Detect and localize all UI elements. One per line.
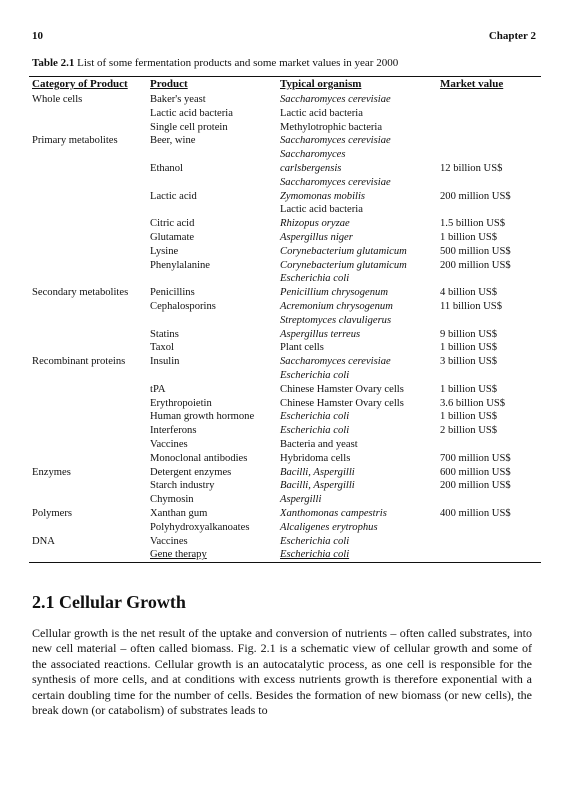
organism-cell: Plant cells [280, 342, 324, 354]
organism-cell: Alcaligenes erytrophus [280, 521, 378, 533]
table-row [0, 245, 562, 258]
table-row [0, 148, 562, 161]
product-cell: Vaccines [150, 535, 188, 547]
organism-cell: Chinese Hamster Ovary cells [280, 383, 404, 395]
organism-cell: Escherichia coli [280, 549, 350, 561]
product-cell: Beer, wine [150, 135, 196, 147]
table-top-rule [29, 76, 541, 77]
market-value-cell: 200 million US$ [440, 190, 511, 202]
organism-cell: Escherichia coli [280, 370, 350, 381]
table-row [0, 300, 562, 313]
organism-cell: Acremonium chrysogenum [280, 301, 393, 312]
table-caption-text: List of some fermentation products and some market values in year 2000 [77, 57, 399, 69]
organism-cell: Aspergillus terreus [280, 328, 361, 340]
market-value-cell: 11 billion US$ [440, 301, 503, 312]
market-value-cell: 200 million US$ [440, 259, 511, 271]
chapter-label: Chapter 2 [488, 30, 536, 42]
organism-cell: Saccharomyces [280, 149, 346, 161]
table-row [0, 479, 562, 492]
table-row [0, 548, 562, 561]
category-cell: Whole cells [32, 94, 83, 105]
product-cell: Statins [150, 328, 179, 340]
organism-cell: carlsbergensis [280, 163, 342, 174]
product-cell: Lysine [150, 245, 179, 257]
market-value-cell: 200 million US$ [440, 480, 511, 492]
category-cell: Secondary metabolites [32, 287, 129, 299]
organism-cell: Corynebacterium glutamicum [280, 259, 407, 271]
table-row [0, 521, 562, 534]
product-cell: Baker's yeast [150, 94, 206, 105]
organism-cell: Bacteria and yeast [280, 439, 358, 450]
product-cell: Ethanol [150, 163, 183, 174]
organism-cell: Lactic acid bacteria [280, 107, 363, 119]
product-cell: Starch industry [150, 480, 215, 492]
market-value-cell: 3.6 billion US$ [440, 397, 506, 409]
product-cell: Glutamate [150, 232, 195, 243]
organism-cell: Hybridoma cells [280, 452, 351, 464]
market-value-cell: 500 million US$ [440, 245, 511, 257]
page-number: 10 [32, 30, 43, 42]
organism-cell: Bacilli, Aspergilli [280, 466, 355, 478]
table-row [0, 424, 562, 437]
organism-cell: Rhizopus oryzae [280, 218, 350, 230]
body-paragraph: Cellular growth is the net result of the uptake and conversion of nutrients – often called substrates, into new cell material – often called biomass. Fig. 2.1 is a schematic view of cellular growth and some of the associated reactions. Cellular growth is an autocatalytic process, as one cell is responsible for the synthesis of more cells, and at conditions with excess nutrients growth is therefore exponential with a certain doubling time for the number of cells. Besides the formation of new biomass (or new cells), the break down (or catabolism) of substrates leads to [32, 626, 532, 718]
organism-cell: Xanthomonas campestris [280, 508, 387, 519]
table-row [0, 176, 562, 189]
market-value-cell: 3 billion US$ [440, 356, 498, 368]
table-row [0, 203, 562, 216]
market-value-cell: 700 million US$ [440, 452, 511, 464]
category-cell: Enzymes [32, 466, 71, 478]
product-cell: Chymosin [150, 494, 194, 506]
organism-cell: Saccharomyces cerevisiae [280, 176, 391, 188]
organism-cell: Chinese Hamster Ovary cells [280, 397, 404, 409]
organism-cell: Zymomonas mobilis [280, 190, 366, 202]
product-cell: Taxol [150, 342, 174, 354]
product-cell: Cephalosporins [150, 301, 216, 312]
organism-cell: Saccharomyces cerevisiae [280, 94, 391, 105]
organism-cell: Escherichia coli [280, 425, 350, 437]
organism-cell: Escherichia coli [280, 411, 350, 423]
table-row [0, 259, 562, 272]
product-cell: Lactic acid [150, 190, 197, 202]
section-heading: 2.1 Cellular Growth [32, 592, 186, 612]
header-organism: Typical organism [280, 78, 362, 90]
table-row [0, 272, 562, 285]
category-cell: Recombinant proteins [32, 356, 126, 368]
market-value-cell: 2 billion US$ [440, 425, 498, 437]
category-cell: Primary metabolites [32, 135, 118, 147]
table-row [0, 397, 562, 410]
table-row [0, 121, 562, 134]
product-cell: Polyhydroxyalkanoates [150, 521, 250, 533]
table-caption [32, 57, 398, 69]
market-value-cell: 1 billion US$ [440, 232, 498, 243]
organism-cell: Aspergilli [280, 494, 322, 506]
product-cell: Detergent enzymes [150, 466, 232, 478]
organism-cell: Methylotrophic bacteria [280, 121, 383, 133]
product-cell: Citric acid [150, 218, 195, 230]
table-row [0, 369, 562, 382]
market-value-cell: 4 billion US$ [440, 287, 498, 299]
organism-cell: Streptomyces clavuligerus [280, 314, 392, 326]
table-row [0, 355, 562, 368]
product-cell: Gene therapy [150, 549, 207, 561]
market-value-cell: 1.5 billion US$ [440, 218, 506, 230]
market-value-cell: 600 million US$ [440, 466, 511, 478]
market-value-cell: 400 million US$ [440, 508, 511, 519]
header-market-value: Market value [440, 78, 504, 90]
organism-cell: Bacilli, Aspergilli [280, 480, 355, 492]
table-row [0, 438, 562, 451]
organism-cell: Corynebacterium glutamicum [280, 245, 407, 257]
table-row [0, 190, 562, 203]
product-cell: Penicillins [150, 287, 195, 299]
organism-cell: Saccharomyces cerevisiae [280, 356, 391, 368]
product-cell: Human growth hormone [150, 411, 255, 423]
category-cell: Polymers [32, 508, 73, 519]
product-cell: Vaccines [150, 439, 188, 450]
market-value-cell: 1 billion US$ [440, 411, 498, 423]
product-cell: Xanthan gum [150, 508, 208, 519]
market-value-cell: 9 billion US$ [440, 328, 498, 340]
product-cell: Erythropoietin [150, 397, 212, 409]
table-row [0, 231, 562, 244]
product-cell: Lactic acid bacteria [150, 107, 233, 119]
category-cell: DNA [32, 535, 55, 547]
table-row [0, 493, 562, 506]
table-row [0, 341, 562, 354]
organism-cell: Aspergillus niger [280, 232, 353, 243]
product-cell: Insulin [150, 356, 180, 368]
table-row [0, 93, 562, 106]
product-cell: Single cell protein [150, 121, 228, 133]
table-row [0, 328, 562, 341]
product-cell: Monoclonal antibodies [150, 452, 248, 464]
table-row [0, 134, 562, 147]
table-row [0, 383, 562, 396]
organism-cell: Escherichia coli [280, 535, 350, 547]
header-category: Category of Product [32, 78, 128, 90]
table-row [0, 162, 562, 175]
product-cell: Interferons [150, 425, 197, 437]
table-row [0, 286, 562, 299]
table-row [0, 535, 562, 548]
table-row [0, 107, 562, 120]
table-row [0, 410, 562, 423]
table-row [0, 314, 562, 327]
table-row [0, 466, 562, 479]
organism-cell: Saccharomyces cerevisiae [280, 135, 391, 147]
table-row [0, 217, 562, 230]
product-cell: tPA [150, 383, 166, 395]
table-caption-label: Table 2.1 [32, 57, 75, 69]
organism-cell: Escherichia coli [280, 273, 350, 285]
organism-cell: Penicillium chrysogenum [280, 287, 388, 299]
table-row [0, 507, 562, 520]
market-value-cell: 1 billion US$ [440, 383, 498, 395]
market-value-cell: 1 billion US$ [440, 342, 498, 354]
product-cell: Phenylalanine [150, 259, 211, 271]
market-value-cell: 12 billion US$ [440, 163, 503, 174]
table-row [0, 452, 562, 465]
organism-cell: Lactic acid bacteria [280, 204, 363, 216]
header-product: Product [150, 78, 188, 90]
table-bottom-rule [29, 562, 541, 563]
